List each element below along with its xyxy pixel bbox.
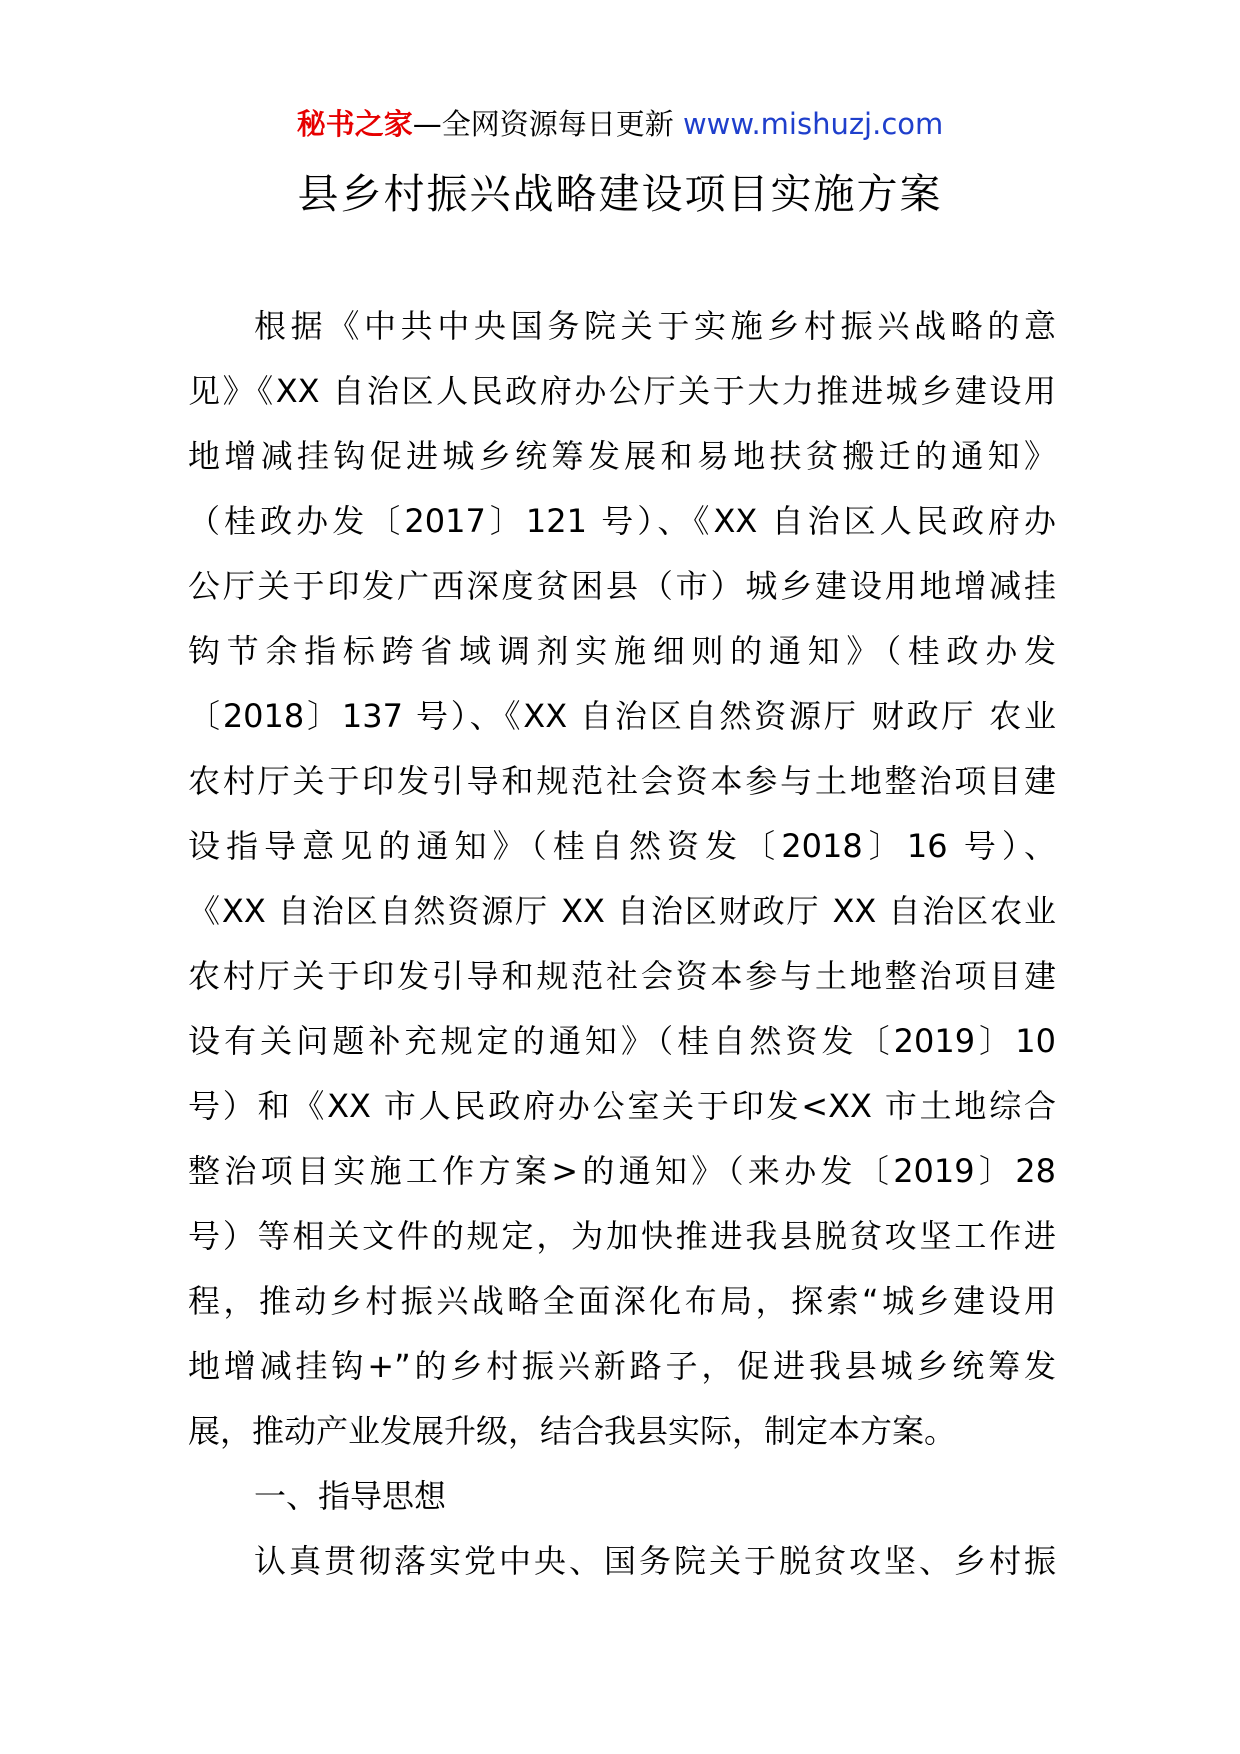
paragraph-line: 地增减挂钩促进城乡统筹发展和易地扶贫搬迁的通知》 xyxy=(188,437,1056,475)
document-title: 县乡村振兴战略建设项目实施方案 xyxy=(297,170,943,218)
paragraph-line: 公厅关于印发广西深度贫困县（市）城乡建设用地增减挂 xyxy=(188,567,1056,605)
paragraph-line: 认真贯彻落实党中央、国务院关于脱贫攻坚、乡村振 xyxy=(254,1542,1056,1580)
paragraph-line: 号）和《XX 市人民政府办公室关于印发<XX 市土地综合 xyxy=(188,1087,1056,1125)
paragraph-line: 农村厅关于印发引导和规范社会资本参与土地整治项目建 xyxy=(188,762,1056,800)
paragraph-line: 《XX 自治区自然资源厅 XX 自治区财政厅 XX 自治区农业 xyxy=(188,892,1056,930)
paragraph-line: 整治项目实施工作方案>的通知》（来办发〔2019〕28 xyxy=(188,1152,1056,1190)
paragraph-line: 地增减挂钩+”的乡村振兴新路子，促进我县城乡统筹发 xyxy=(188,1347,1056,1385)
paragraph-line: 设有关问题补充规定的通知》（桂自然资发〔2019〕10 xyxy=(188,1022,1056,1060)
paragraph-line: 程，推动乡村振兴战略全面深化布局，探索“城乡建设用 xyxy=(188,1282,1056,1320)
paragraph-line: 号）等相关文件的规定，为加快推进我县脱贫攻坚工作进 xyxy=(188,1217,1056,1255)
site-brand[interactable]: 秘书之家 xyxy=(296,107,413,141)
section-heading: 一、指导思想 xyxy=(254,1477,447,1515)
site-url-link[interactable]: www.mishuzj.com xyxy=(682,107,944,141)
document-body xyxy=(188,294,1056,1594)
paragraph-line: （桂政办发〔2017〕121 号）、《XX 自治区人民政府办 xyxy=(188,502,1056,540)
paragraph-line: 展，推动产业发展升级，结合我县实际，制定本方案。 xyxy=(188,1412,957,1450)
paragraph-line: 农村厅关于印发引导和规范社会资本参与土地整治项目建 xyxy=(188,957,1056,995)
paragraph-line: 根据《中共中央国务院关于实施乡村振兴战略的意 xyxy=(254,307,1056,345)
paragraph-line: 钩节余指标跨省域调剂实施细则的通知》（桂政办发 xyxy=(188,632,1056,670)
site-banner xyxy=(0,104,1240,144)
intro-paragraph xyxy=(188,294,1056,1464)
site-tagline: —全网资源每日更新 xyxy=(412,107,683,141)
paragraph-line: 设指导意见的通知》（桂自然资发〔2018〕16 号）、 xyxy=(188,827,1056,865)
paragraph-line: 〔2018〕137 号）、《XX 自治区自然资源厅 财政厅 农业 xyxy=(188,697,1056,735)
paragraph-line: 见》《XX 自治区人民政府办公厅关于大力推进城乡建设用 xyxy=(188,372,1056,410)
